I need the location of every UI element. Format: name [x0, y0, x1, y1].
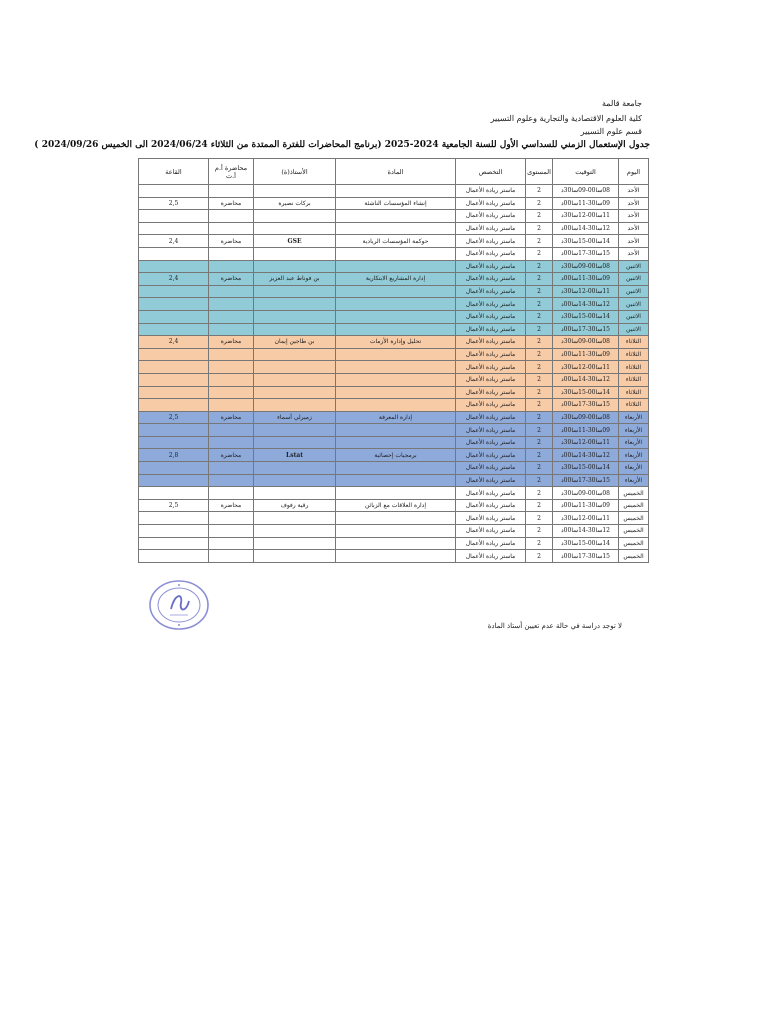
cell-session-type: محاضرة: [209, 411, 254, 424]
cell-session-type: [209, 386, 254, 399]
table-row: [139, 386, 649, 399]
cell-time: 08سا00-09سا30د: [553, 260, 619, 273]
cell-time: 12سا30-14سا00د: [553, 222, 619, 235]
cell-day: الأحد: [619, 185, 649, 198]
table-row: [139, 550, 649, 563]
table-row: [139, 235, 649, 248]
cell-subject: [336, 462, 456, 475]
cell-session-type: [209, 373, 254, 386]
table-row: [139, 260, 649, 273]
cell-hall: [139, 474, 209, 487]
cell-professor: [254, 247, 336, 260]
cell-time: 11سا00-12سا30د: [553, 285, 619, 298]
cell-professor: [254, 373, 336, 386]
cell-session-type: [209, 424, 254, 437]
cell-specialty: ماستر ريادة الأعمال: [456, 474, 526, 487]
cell-time: 14سا00-15سا30د: [553, 386, 619, 399]
cell-level: 2: [526, 537, 553, 550]
cell-day: الأربعاء: [619, 474, 649, 487]
cell-specialty: ماستر ريادة الأعمال: [456, 373, 526, 386]
cell-level: 2: [526, 449, 553, 462]
cell-subject: [336, 310, 456, 323]
cell-session-type: [209, 487, 254, 500]
cell-subject: [336, 525, 456, 538]
cell-specialty: ماستر ريادة الأعمال: [456, 537, 526, 550]
cell-professor: [254, 424, 336, 437]
cell-professor: [254, 310, 336, 323]
col-header-session-type: محاضرة أ.م أ.ت: [209, 159, 254, 185]
col-header-specialty: التخصص: [456, 159, 526, 185]
col-header-professor: الأستاذ(ة): [254, 159, 336, 185]
cell-session-type: [209, 399, 254, 412]
cell-time: 09سا30-11سا00د: [553, 348, 619, 361]
cell-level: 2: [526, 273, 553, 286]
cell-time: 09سا30-11سا00د: [553, 273, 619, 286]
cell-subject: [336, 247, 456, 260]
cell-session-type: [209, 323, 254, 336]
cell-subject: برمجيات إحصائية: [336, 449, 456, 462]
cell-level: 2: [526, 348, 553, 361]
cell-day: الثلاثاء: [619, 336, 649, 349]
table-row: [139, 424, 649, 437]
cell-level: 2: [526, 399, 553, 412]
cell-session-type: محاضرة: [209, 273, 254, 286]
cell-session-type: [209, 260, 254, 273]
cell-time: 14سا00-15سا30د: [553, 537, 619, 550]
cell-level: 2: [526, 487, 553, 500]
cell-hall: [139, 361, 209, 374]
table-row: [139, 525, 649, 538]
cell-day: الخميس: [619, 537, 649, 550]
table-row: [139, 298, 649, 311]
cell-day: الاثنين: [619, 310, 649, 323]
cell-professor: [254, 323, 336, 336]
cell-day: الأحد: [619, 222, 649, 235]
table-header-row: [139, 159, 649, 185]
cell-session-type: محاضرة: [209, 197, 254, 210]
cell-day: الخميس: [619, 512, 649, 525]
cell-subject: إنشاء المؤسسات الناشئة: [336, 197, 456, 210]
cell-hall: [139, 222, 209, 235]
cell-subject: [336, 550, 456, 563]
cell-professor: بن فوناط عبد العزيز: [254, 273, 336, 286]
cell-hall: 2,8: [139, 449, 209, 462]
cell-professor: بن طاجين إيمان: [254, 336, 336, 349]
cell-day: الاثنين: [619, 285, 649, 298]
table-row: [139, 348, 649, 361]
cell-subject: [336, 222, 456, 235]
cell-level: 2: [526, 436, 553, 449]
cell-specialty: ماستر ريادة الأعمال: [456, 449, 526, 462]
cell-day: الأحد: [619, 197, 649, 210]
cell-session-type: محاضرة: [209, 235, 254, 248]
cell-professor: [254, 399, 336, 412]
cell-specialty: ماستر ريادة الأعمال: [456, 361, 526, 374]
cell-specialty: ماستر ريادة الأعمال: [456, 210, 526, 223]
cell-day: الاثنين: [619, 273, 649, 286]
table-row: [139, 247, 649, 260]
cell-specialty: ماستر ريادة الأعمال: [456, 411, 526, 424]
footer-note: لا توجد دراسة في حالة عدم تعيين أستاذ المادة: [487, 622, 622, 630]
cell-professor: رقية رفوف: [254, 499, 336, 512]
cell-subject: [336, 373, 456, 386]
cell-level: 2: [526, 285, 553, 298]
cell-specialty: ماستر ريادة الأعمال: [456, 499, 526, 512]
cell-day: الأحد: [619, 235, 649, 248]
cell-hall: 2,4: [139, 336, 209, 349]
table-row: [139, 487, 649, 500]
cell-time: 15سا30-17سا00د: [553, 323, 619, 336]
cell-day: الأربعاء: [619, 411, 649, 424]
cell-time: 11سا00-12سا30د: [553, 512, 619, 525]
cell-day: الثلاثاء: [619, 348, 649, 361]
cell-level: 2: [526, 525, 553, 538]
cell-hall: [139, 386, 209, 399]
cell-level: 2: [526, 411, 553, 424]
cell-time: 15سا30-17سا00د: [553, 474, 619, 487]
cell-professor: [254, 436, 336, 449]
table-row: [139, 537, 649, 550]
cell-session-type: [209, 185, 254, 198]
cell-session-type: [209, 550, 254, 563]
cell-hall: [139, 260, 209, 273]
cell-subject: [336, 260, 456, 273]
table-row: [139, 185, 649, 198]
cell-session-type: [209, 474, 254, 487]
cell-session-type: [209, 436, 254, 449]
cell-time: 15سا30-17سا00د: [553, 399, 619, 412]
cell-day: الأربعاء: [619, 436, 649, 449]
cell-subject: [336, 210, 456, 223]
cell-level: 2: [526, 298, 553, 311]
table-row: [139, 210, 649, 223]
cell-day: الخميس: [619, 550, 649, 563]
cell-level: 2: [526, 474, 553, 487]
cell-day: الثلاثاء: [619, 399, 649, 412]
cell-day: الخميس: [619, 499, 649, 512]
cell-specialty: ماستر ريادة الأعمال: [456, 247, 526, 260]
table-row: [139, 512, 649, 525]
cell-time: 15سا30-17سا00د: [553, 550, 619, 563]
cell-specialty: ماستر ريادة الأعمال: [456, 462, 526, 475]
cell-subject: [336, 285, 456, 298]
cell-session-type: محاضرة: [209, 449, 254, 462]
cell-time: 08سا00-09سا30د: [553, 411, 619, 424]
cell-level: 2: [526, 550, 553, 563]
cell-day: الأربعاء: [619, 424, 649, 437]
cell-specialty: ماستر ريادة الأعمال: [456, 336, 526, 349]
cell-professor: [254, 185, 336, 198]
faculty-name: كلية العلوم الاقتصادية والتجارية وعلوم التسيير: [490, 114, 642, 123]
schedule-body: [139, 185, 649, 563]
schedule-title: جدول الإستعمال الزمني للسداسي الأول للسنة الجامعية 2024-2025 (برنامج المحاضرات للفترة الممتدة من الثلاثاء 2024/06/24 الى الخميس 2024/09/26 ): [34, 140, 650, 150]
cell-subject: [336, 361, 456, 374]
cell-hall: [139, 298, 209, 311]
cell-hall: [139, 373, 209, 386]
cell-day: الأحد: [619, 247, 649, 260]
cell-specialty: ماستر ريادة الأعمال: [456, 285, 526, 298]
cell-level: 2: [526, 323, 553, 336]
cell-professor: [254, 298, 336, 311]
cell-subject: [336, 323, 456, 336]
cell-level: 2: [526, 462, 553, 475]
cell-specialty: ماستر ريادة الأعمال: [456, 348, 526, 361]
cell-hall: [139, 285, 209, 298]
cell-hall: [139, 310, 209, 323]
cell-time: 14سا00-15سا30د: [553, 462, 619, 475]
cell-subject: [336, 537, 456, 550]
cell-professor: [254, 210, 336, 223]
cell-session-type: [209, 525, 254, 538]
table-row: [139, 273, 649, 286]
cell-session-type: [209, 298, 254, 311]
cell-level: 2: [526, 424, 553, 437]
cell-day: الثلاثاء: [619, 361, 649, 374]
cell-specialty: ماستر ريادة الأعمال: [456, 386, 526, 399]
cell-professor: [254, 386, 336, 399]
cell-day: الأربعاء: [619, 462, 649, 475]
cell-hall: [139, 550, 209, 563]
col-header-level: المستوى: [526, 159, 553, 185]
cell-subject: [336, 487, 456, 500]
cell-professor: [254, 474, 336, 487]
cell-hall: [139, 525, 209, 538]
cell-professor: [254, 525, 336, 538]
cell-time: 15سا30-17سا00د: [553, 247, 619, 260]
cell-time: 11سا00-12سا30د: [553, 210, 619, 223]
cell-subject: إدارة العلاقات مع الزبائن: [336, 499, 456, 512]
cell-time: 09سا30-11سا00د: [553, 424, 619, 437]
cell-time: 12سا30-14سا00د: [553, 449, 619, 462]
cell-specialty: ماستر ريادة الأعمال: [456, 323, 526, 336]
table-row: [139, 361, 649, 374]
cell-hall: [139, 462, 209, 475]
col-header-hall: القاعة: [139, 159, 209, 185]
cell-professor: [254, 537, 336, 550]
cell-specialty: ماستر ريادة الأعمال: [456, 273, 526, 286]
cell-level: 2: [526, 260, 553, 273]
cell-subject: [336, 474, 456, 487]
cell-subject: [336, 386, 456, 399]
cell-subject: تحليل وإدارة الأزمات: [336, 336, 456, 349]
cell-hall: 2,5: [139, 197, 209, 210]
table-row: [139, 411, 649, 424]
cell-subject: [336, 399, 456, 412]
cell-time: 11سا00-12سا30د: [553, 361, 619, 374]
department-seal-stamp-icon: [148, 579, 210, 631]
cell-professor: زميرلي أسماء: [254, 411, 336, 424]
table-row: [139, 197, 649, 210]
cell-day: الأحد: [619, 210, 649, 223]
cell-day: الخميس: [619, 487, 649, 500]
cell-subject: [336, 424, 456, 437]
cell-subject: [336, 298, 456, 311]
cell-session-type: [209, 512, 254, 525]
cell-subject: إدارة المعرفة: [336, 411, 456, 424]
cell-day: الاثنين: [619, 323, 649, 336]
cell-professor: [254, 260, 336, 273]
cell-hall: [139, 348, 209, 361]
table-row: [139, 373, 649, 386]
cell-professor: [254, 222, 336, 235]
cell-time: 12سا30-14سا00د: [553, 525, 619, 538]
cell-specialty: ماستر ريادة الأعمال: [456, 235, 526, 248]
table-row: [139, 436, 649, 449]
cell-subject: [336, 185, 456, 198]
cell-hall: [139, 512, 209, 525]
cell-day: الاثنين: [619, 260, 649, 273]
cell-professor: [254, 487, 336, 500]
cell-subject: [336, 348, 456, 361]
cell-hall: [139, 185, 209, 198]
cell-hall: [139, 436, 209, 449]
cell-session-type: [209, 222, 254, 235]
cell-hall: [139, 399, 209, 412]
table-row: [139, 222, 649, 235]
schedule-table: [138, 158, 649, 563]
cell-time: 08سا00-09سا30د: [553, 185, 619, 198]
cell-hall: [139, 537, 209, 550]
cell-subject: إدارة المشاريع الابتكارية: [336, 273, 456, 286]
table-row: [139, 285, 649, 298]
cell-session-type: [209, 348, 254, 361]
cell-time: 11سا00-12سا30د: [553, 436, 619, 449]
cell-level: 2: [526, 247, 553, 260]
cell-specialty: ماستر ريادة الأعمال: [456, 399, 526, 412]
cell-specialty: ماستر ريادة الأعمال: [456, 298, 526, 311]
cell-level: 2: [526, 222, 553, 235]
cell-specialty: ماستر ريادة الأعمال: [456, 525, 526, 538]
table-row: [139, 323, 649, 336]
cell-professor: [254, 285, 336, 298]
cell-specialty: ماستر ريادة الأعمال: [456, 197, 526, 210]
cell-hall: [139, 424, 209, 437]
cell-specialty: ماستر ريادة الأعمال: [456, 512, 526, 525]
cell-level: 2: [526, 185, 553, 198]
cell-hall: 2,4: [139, 273, 209, 286]
cell-professor: [254, 550, 336, 563]
cell-time: 14سا00-15سا30د: [553, 310, 619, 323]
cell-session-type: [209, 285, 254, 298]
cell-time: 14سا00-15سا30د: [553, 235, 619, 248]
cell-professor: [254, 512, 336, 525]
cell-level: 2: [526, 373, 553, 386]
table-row: [139, 399, 649, 412]
cell-professor: [254, 361, 336, 374]
cell-level: 2: [526, 336, 553, 349]
cell-day: الأربعاء: [619, 449, 649, 462]
cell-time: 09سا30-11سا00د: [553, 499, 619, 512]
cell-time: 09سا30-11سا00د: [553, 197, 619, 210]
table-row: [139, 336, 649, 349]
cell-session-type: [209, 361, 254, 374]
cell-time: 08سا00-09سا30د: [553, 336, 619, 349]
table-row: [139, 499, 649, 512]
cell-professor: بركات نصيرة: [254, 197, 336, 210]
cell-day: الثلاثاء: [619, 373, 649, 386]
cell-level: 2: [526, 499, 553, 512]
cell-level: 2: [526, 361, 553, 374]
table-row: [139, 449, 649, 462]
cell-hall: 2,5: [139, 499, 209, 512]
cell-specialty: ماستر ريادة الأعمال: [456, 487, 526, 500]
cell-day: الثلاثاء: [619, 386, 649, 399]
table-row: [139, 474, 649, 487]
table-row: [139, 462, 649, 475]
cell-session-type: محاضرة: [209, 336, 254, 349]
cell-professor: [254, 462, 336, 475]
cell-specialty: ماستر ريادة الأعمال: [456, 310, 526, 323]
cell-specialty: ماستر ريادة الأعمال: [456, 424, 526, 437]
cell-session-type: محاضرة: [209, 499, 254, 512]
cell-level: 2: [526, 512, 553, 525]
cell-level: 2: [526, 197, 553, 210]
cell-hall: 2,5: [139, 411, 209, 424]
cell-session-type: [209, 210, 254, 223]
department-name: قسم علوم التسيير: [580, 127, 642, 136]
cell-professor: Lstat: [254, 449, 336, 462]
cell-session-type: [209, 247, 254, 260]
cell-session-type: [209, 310, 254, 323]
cell-hall: 2,4: [139, 235, 209, 248]
cell-day: الخميس: [619, 525, 649, 538]
table-row: [139, 310, 649, 323]
cell-level: 2: [526, 310, 553, 323]
cell-session-type: [209, 537, 254, 550]
cell-professor: GSE: [254, 235, 336, 248]
cell-hall: [139, 247, 209, 260]
cell-session-type: [209, 462, 254, 475]
cell-level: 2: [526, 210, 553, 223]
cell-specialty: ماستر ريادة الأعمال: [456, 185, 526, 198]
cell-subject: حوكمة المؤسسات الريادية: [336, 235, 456, 248]
cell-day: الاثنين: [619, 298, 649, 311]
cell-professor: [254, 348, 336, 361]
cell-specialty: ماستر ريادة الأعمال: [456, 436, 526, 449]
cell-level: 2: [526, 386, 553, 399]
university-name: جامعة قالمة: [602, 99, 642, 108]
cell-time: 12سا30-14سا00د: [553, 373, 619, 386]
cell-time: 12سا30-14سا00د: [553, 298, 619, 311]
col-header-time: التوقيت: [553, 159, 619, 185]
cell-hall: [139, 487, 209, 500]
cell-subject: [336, 436, 456, 449]
cell-hall: [139, 210, 209, 223]
cell-subject: [336, 512, 456, 525]
col-header-subject: المادة: [336, 159, 456, 185]
cell-level: 2: [526, 235, 553, 248]
cell-specialty: ماستر ريادة الأعمال: [456, 550, 526, 563]
cell-specialty: ماستر ريادة الأعمال: [456, 222, 526, 235]
cell-specialty: ماستر ريادة الأعمال: [456, 260, 526, 273]
cell-hall: [139, 323, 209, 336]
col-header-day: اليوم: [619, 159, 649, 185]
cell-time: 08سا00-09سا30د: [553, 487, 619, 500]
